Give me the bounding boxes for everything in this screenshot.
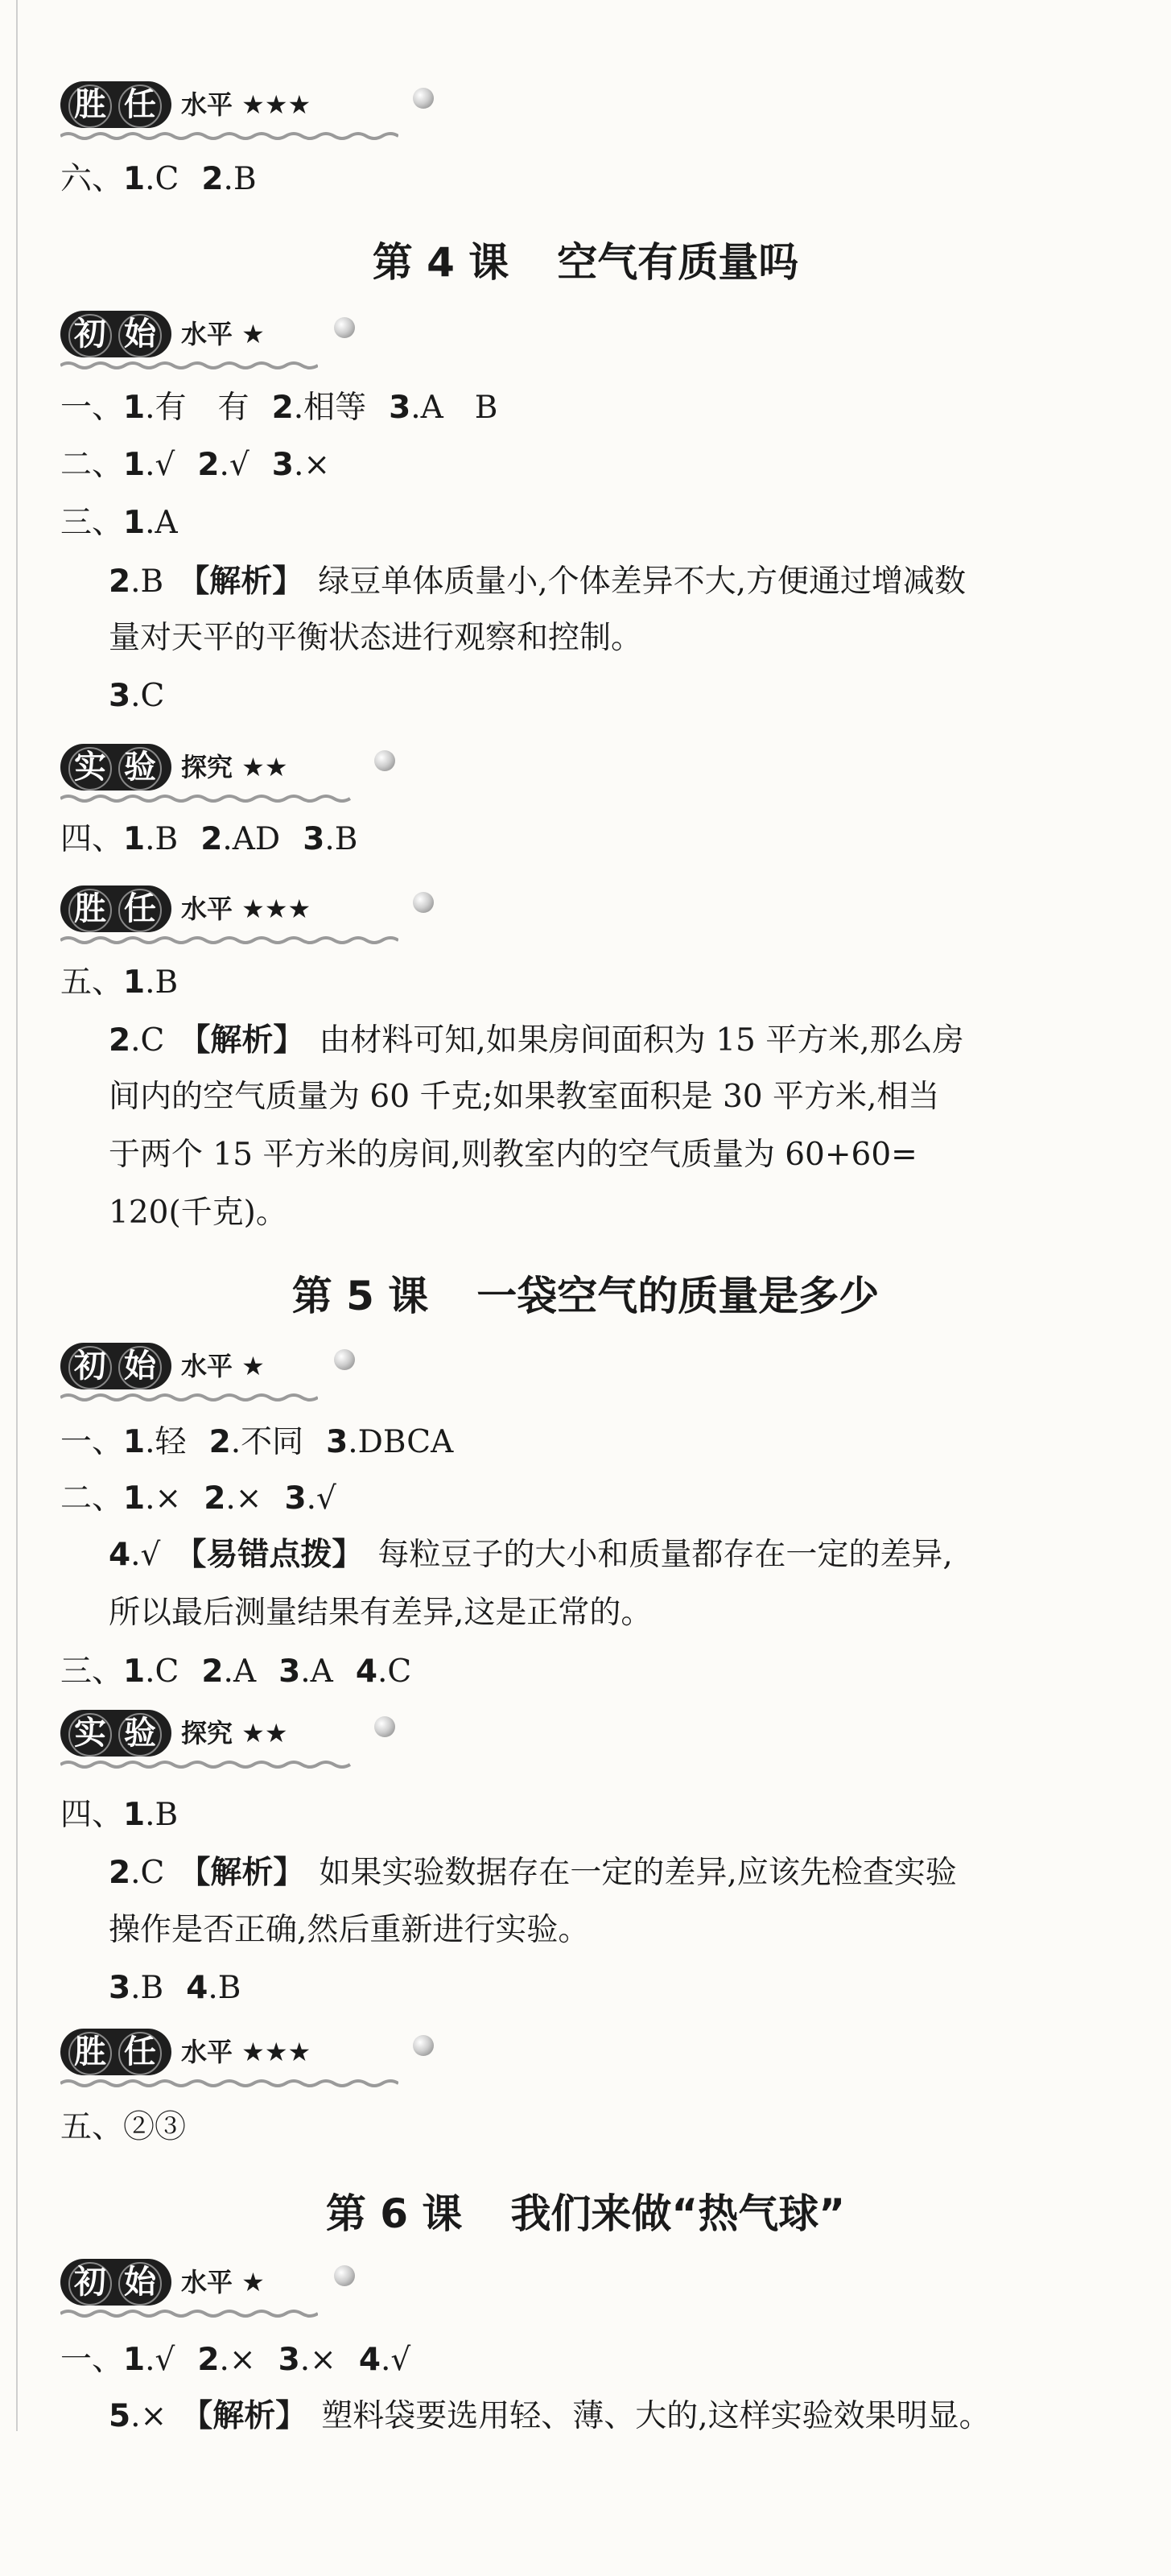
wave-underline <box>60 1760 358 1769</box>
badge-pill: 胜 任 <box>60 2029 171 2075</box>
ball-icon <box>413 2035 434 2056</box>
answer-line: 三、1.A <box>60 505 178 541</box>
badge-pill: 胜 任 <box>60 81 171 128</box>
badge-chushi <box>60 1338 398 1407</box>
badge-chushi <box>60 2254 398 2323</box>
badge-pill: 初 始 <box>60 311 171 357</box>
answer-line: 于两个 15 平方米的房间,则教室内的空气质量为 60+60= <box>109 1137 917 1173</box>
badge-level: 水平 ★ <box>181 2267 265 2297</box>
badge-chushi <box>60 306 398 375</box>
badge-level: 探究 ★★ <box>181 752 288 782</box>
answer-line: 二、1.√ 2.√ 3.× <box>60 447 331 483</box>
lesson-heading: 第 5 课 一袋空气的质量是多少 <box>291 1273 880 1319</box>
answer-line: 一、1.√ 2.× 3.× 4.√ <box>60 2342 411 2378</box>
star-icon: ★ <box>241 319 265 349</box>
star-icon: ★★★ <box>241 894 311 924</box>
badge-level: 水平 ★ <box>181 319 265 349</box>
wave-underline <box>60 794 358 803</box>
ball-icon <box>413 892 434 913</box>
answer-line: 间内的空气质量为 60 千克;如果教室面积是 30 平方米,相当 <box>109 1079 940 1115</box>
answer-line: 2.C 【解析】 如果实验数据存在一定的差异,应该先检查实验 <box>109 1855 957 1891</box>
badge-pill: 初 始 <box>60 2259 171 2306</box>
wave-underline <box>60 131 398 141</box>
star-icon: ★★ <box>241 1718 288 1748</box>
answer-line: 120(千克)。 <box>109 1195 287 1231</box>
badge-level: 探究 ★★ <box>181 1718 288 1748</box>
ball-icon <box>334 2265 355 2286</box>
badge-shengren <box>60 2024 398 2093</box>
ball-icon <box>374 750 395 771</box>
badge-shengren <box>60 881 398 950</box>
answer-line: 2.B 【解析】 绿豆单体质量小,个体差异不大,方便通过增减数 <box>109 564 967 600</box>
star-icon: ★ <box>241 1351 265 1381</box>
answer-line: 五、1.B <box>60 964 179 1001</box>
answer-line: 四、1.B <box>60 1797 179 1833</box>
badge-pill: 胜 任 <box>60 886 171 932</box>
answer-line: 操作是否正确,然后重新进行实验。 <box>109 1912 590 1948</box>
answer-line: 二、1.× 2.× 3.√ <box>60 1480 336 1517</box>
badge-shiyan <box>60 739 398 808</box>
lesson-heading: 第 6 课 我们来做“热气球” <box>325 2190 846 2237</box>
answer-line: 四、1.B 2.AD 3.B <box>60 821 358 857</box>
answer-line: 3.B 4.B <box>109 1970 241 2006</box>
wave-underline <box>60 2309 318 2318</box>
answer-line: 3.C <box>109 678 165 714</box>
ball-icon <box>413 88 434 109</box>
star-icon: ★★★ <box>241 2037 311 2067</box>
answer-line: 4.√ 【易错点拨】 每粒豆子的大小和质量都存在一定的差异, <box>109 1537 953 1573</box>
badge-level: 水平 ★ <box>181 1351 265 1381</box>
badge-shiyan <box>60 1705 398 1774</box>
wave-underline <box>60 935 398 945</box>
star-icon: ★★ <box>241 752 288 782</box>
answer-line: 一、1.轻 2.不同 3.DBCA <box>60 1424 454 1460</box>
answer-line: 五、②③ <box>60 2109 187 2145</box>
wave-underline <box>60 361 318 370</box>
star-icon: ★★★ <box>241 89 311 120</box>
answer-line: 量对天平的平衡状态进行观察和控制。 <box>109 620 643 656</box>
answer-line: 一、1.有 有 2.相等 3.A B <box>60 390 498 426</box>
answer-line: 六、1.C 2.B <box>60 161 257 197</box>
answer-line: 5.× 【解析】 塑料袋要选用轻、薄、大的,这样实验效果明显。 <box>109 2398 991 2434</box>
badge-level: 水平 ★★★ <box>181 2037 311 2067</box>
badge-pill: 实 验 <box>60 744 171 791</box>
lesson-heading: 第 4 课 空气有质量吗 <box>372 239 799 286</box>
ball-icon <box>374 1716 395 1737</box>
badge-shengren <box>60 76 398 146</box>
badge-pill: 初 始 <box>60 1343 171 1389</box>
answer-line: 2.C 【解析】 由材料可知,如果房间面积为 15 平方米,那么房 <box>109 1022 964 1059</box>
wave-underline <box>60 2079 398 2088</box>
answer-line: 所以最后测量结果有差异,这是正常的。 <box>109 1595 653 1631</box>
badge-level: 水平 ★★★ <box>181 894 311 924</box>
badge-pill: 实 验 <box>60 1710 171 1757</box>
ball-icon <box>334 317 355 338</box>
star-icon: ★ <box>241 2267 265 2297</box>
answer-line: 三、1.C 2.A 3.A 4.C <box>60 1653 412 1690</box>
margin-rule <box>16 0 18 2431</box>
ball-icon <box>334 1349 355 1370</box>
badge-level: 水平 ★★★ <box>181 89 311 120</box>
wave-underline <box>60 1393 318 1402</box>
